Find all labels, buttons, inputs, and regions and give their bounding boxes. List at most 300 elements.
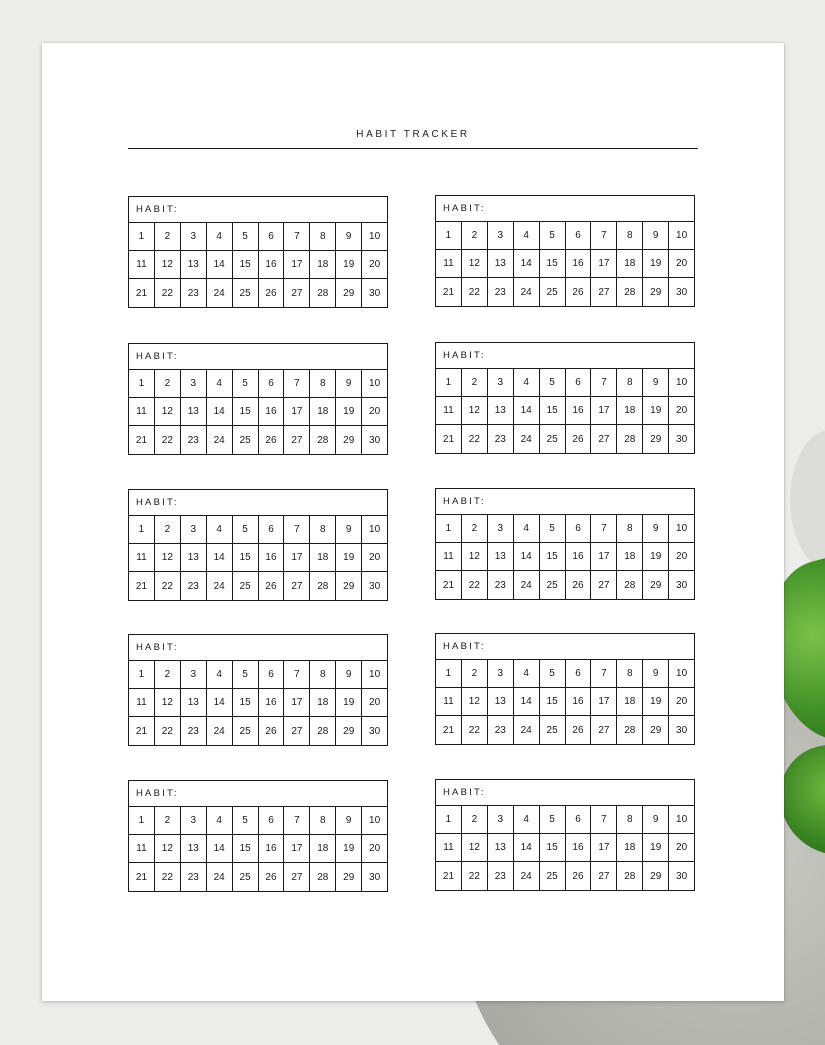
day-cell[interactable]: 24 — [207, 572, 233, 600]
day-cell[interactable]: 22 — [462, 862, 488, 890]
day-cell[interactable]: 21 — [436, 278, 462, 306]
day-cell[interactable]: 1 — [129, 516, 155, 543]
day-cell[interactable]: 20 — [369, 259, 381, 270]
day-cell[interactable]: 17 — [591, 688, 617, 715]
day-cell[interactable]: 19 — [643, 834, 669, 861]
day-cell[interactable]: 5 — [540, 660, 566, 687]
day-cell[interactable]: 14 — [207, 689, 233, 716]
day-cell[interactable]: 27 — [591, 716, 617, 744]
day-cell[interactable]: 12 — [155, 251, 181, 278]
day-cell[interactable]: 20 — [369, 406, 381, 417]
day-cell[interactable]: 19 — [336, 689, 362, 716]
day-cell[interactable]: 29 — [336, 279, 362, 307]
day-cell[interactable]: 10 — [676, 814, 688, 825]
day-cell[interactable]: 9 — [643, 369, 669, 396]
habit-name-field[interactable] — [129, 635, 387, 661]
day-cell[interactable]: 12 — [462, 688, 488, 715]
habit-name-field[interactable] — [129, 197, 387, 223]
day-cell[interactable]: 16 — [259, 689, 285, 716]
day-cell[interactable]: 19 — [336, 251, 362, 278]
day-cell[interactable]: 2 — [462, 369, 488, 396]
day-cell[interactable]: 14 — [514, 543, 540, 570]
day-cell[interactable]: 11 — [436, 834, 462, 861]
day-cell[interactable]: 4 — [514, 806, 540, 833]
day-cell[interactable]: 25 — [540, 278, 566, 306]
day-cell[interactable]: 21 — [436, 571, 462, 599]
day-cell[interactable]: 16 — [566, 250, 592, 277]
day-cell[interactable]: 19 — [643, 397, 669, 424]
habit-name-field[interactable] — [436, 489, 694, 515]
day-cell[interactable]: 10 — [369, 524, 381, 535]
day-cell[interactable]: 2 — [155, 807, 181, 834]
day-cell[interactable]: 10 — [676, 668, 688, 679]
day-cell[interactable]: 15 — [233, 251, 259, 278]
day-cell[interactable]: 7 — [591, 222, 617, 249]
day-cell[interactable]: 26 — [259, 572, 285, 600]
day-cell[interactable]: 14 — [514, 834, 540, 861]
day-cell[interactable]: 15 — [233, 835, 259, 862]
day-cell[interactable]: 6 — [259, 807, 285, 834]
day-cell[interactable]: 24 — [207, 426, 233, 454]
day-cell[interactable]: 6 — [566, 515, 592, 542]
day-cell[interactable]: 7 — [591, 806, 617, 833]
day-cell[interactable]: 9 — [643, 515, 669, 542]
day-cell[interactable]: 1 — [436, 369, 462, 396]
day-cell[interactable]: 24 — [207, 717, 233, 745]
day-cell[interactable]: 24 — [514, 571, 540, 599]
day-cell[interactable]: 20 — [369, 843, 381, 854]
day-cell[interactable]: 8 — [617, 222, 643, 249]
day-cell[interactable]: 3 — [181, 661, 207, 688]
day-cell[interactable]: 6 — [566, 369, 592, 396]
day-cell[interactable]: 3 — [181, 807, 207, 834]
day-cell[interactable]: 3 — [181, 223, 207, 250]
day-cell[interactable]: 2 — [462, 660, 488, 687]
day-cell[interactable]: 15 — [540, 834, 566, 861]
day-cell[interactable]: 28 — [617, 425, 643, 453]
day-cell[interactable]: 12 — [462, 834, 488, 861]
day-cell[interactable]: 17 — [284, 251, 310, 278]
day-cell[interactable]: 27 — [591, 862, 617, 890]
day-cell[interactable]: 19 — [336, 544, 362, 571]
day-cell[interactable]: 16 — [566, 834, 592, 861]
day-cell[interactable]: 6 — [259, 516, 285, 543]
habit-name-field[interactable] — [436, 343, 694, 369]
day-cell[interactable]: 16 — [566, 397, 592, 424]
day-cell[interactable]: 22 — [462, 571, 488, 599]
day-cell[interactable]: 29 — [336, 863, 362, 891]
day-cell[interactable]: 22 — [462, 278, 488, 306]
day-cell[interactable]: 15 — [540, 688, 566, 715]
habit-name-field[interactable] — [436, 196, 694, 222]
day-cell[interactable]: 12 — [155, 544, 181, 571]
day-cell[interactable]: 22 — [462, 425, 488, 453]
day-cell[interactable]: 5 — [540, 222, 566, 249]
day-cell[interactable]: 3 — [181, 370, 207, 397]
day-cell[interactable]: 5 — [540, 369, 566, 396]
habit-name-field[interactable] — [436, 780, 694, 806]
day-cell[interactable]: 5 — [233, 370, 259, 397]
day-cell[interactable]: 28 — [617, 862, 643, 890]
day-cell[interactable]: 25 — [233, 572, 259, 600]
day-cell[interactable]: 6 — [259, 370, 285, 397]
day-cell[interactable]: 9 — [336, 807, 362, 834]
day-cell[interactable]: 7 — [284, 807, 310, 834]
day-cell[interactable]: 15 — [233, 398, 259, 425]
day-cell[interactable]: 28 — [617, 716, 643, 744]
day-cell[interactable]: 17 — [591, 250, 617, 277]
day-cell[interactable]: 24 — [207, 279, 233, 307]
day-cell[interactable]: 9 — [643, 660, 669, 687]
day-cell[interactable]: 23 — [181, 863, 207, 891]
day-cell[interactable]: 17 — [591, 397, 617, 424]
day-cell[interactable]: 25 — [233, 279, 259, 307]
day-cell[interactable]: 11 — [129, 251, 155, 278]
day-cell[interactable]: 17 — [591, 834, 617, 861]
day-cell[interactable]: 4 — [207, 661, 233, 688]
day-cell[interactable]: 24 — [514, 425, 540, 453]
day-cell[interactable]: 15 — [540, 397, 566, 424]
day-cell[interactable]: 3 — [488, 660, 514, 687]
day-cell[interactable]: 15 — [233, 689, 259, 716]
day-cell[interactable]: 8 — [617, 515, 643, 542]
day-cell[interactable]: 27 — [284, 426, 310, 454]
day-cell[interactable]: 25 — [233, 717, 259, 745]
day-cell[interactable]: 8 — [310, 370, 336, 397]
day-cell[interactable]: 10 — [676, 377, 688, 388]
habit-name-field[interactable] — [436, 634, 694, 660]
day-cell[interactable]: 2 — [155, 370, 181, 397]
day-cell[interactable]: 11 — [129, 544, 155, 571]
day-cell[interactable]: 19 — [643, 688, 669, 715]
day-cell[interactable]: 30 — [369, 434, 381, 446]
day-cell[interactable]: 30 — [676, 433, 688, 445]
day-cell[interactable]: 8 — [310, 516, 336, 543]
day-cell[interactable]: 26 — [566, 571, 592, 599]
day-cell[interactable]: 8 — [310, 661, 336, 688]
day-cell[interactable]: 21 — [129, 279, 155, 307]
day-cell[interactable]: 9 — [643, 806, 669, 833]
day-cell[interactable]: 27 — [284, 717, 310, 745]
day-cell[interactable]: 5 — [233, 223, 259, 250]
day-cell[interactable]: 13 — [181, 251, 207, 278]
day-cell[interactable]: 1 — [129, 223, 155, 250]
day-cell[interactable]: 30 — [676, 579, 688, 591]
day-cell[interactable]: 8 — [310, 223, 336, 250]
day-cell[interactable]: 23 — [488, 425, 514, 453]
day-cell[interactable]: 27 — [591, 571, 617, 599]
day-cell[interactable]: 2 — [462, 806, 488, 833]
day-cell[interactable]: 6 — [259, 223, 285, 250]
day-cell[interactable]: 2 — [155, 516, 181, 543]
day-cell[interactable]: 21 — [129, 426, 155, 454]
day-cell[interactable]: 28 — [310, 279, 336, 307]
day-cell[interactable]: 19 — [643, 543, 669, 570]
day-cell[interactable]: 20 — [369, 552, 381, 563]
day-cell[interactable]: 16 — [259, 544, 285, 571]
day-cell[interactable]: 23 — [181, 572, 207, 600]
day-cell[interactable]: 6 — [566, 806, 592, 833]
day-cell[interactable]: 13 — [181, 835, 207, 862]
day-cell[interactable]: 30 — [676, 724, 688, 736]
day-cell[interactable]: 7 — [284, 223, 310, 250]
day-cell[interactable]: 4 — [514, 222, 540, 249]
day-cell[interactable]: 3 — [488, 222, 514, 249]
day-cell[interactable]: 25 — [540, 571, 566, 599]
day-cell[interactable]: 21 — [129, 863, 155, 891]
day-cell[interactable]: 10 — [676, 230, 688, 241]
day-cell[interactable]: 11 — [436, 397, 462, 424]
day-cell[interactable]: 12 — [155, 689, 181, 716]
day-cell[interactable]: 25 — [540, 862, 566, 890]
day-cell[interactable]: 8 — [617, 806, 643, 833]
day-cell[interactable]: 27 — [284, 863, 310, 891]
day-cell[interactable]: 22 — [155, 279, 181, 307]
day-cell[interactable]: 10 — [369, 669, 381, 680]
day-cell[interactable]: 18 — [310, 544, 336, 571]
day-cell[interactable]: 30 — [369, 287, 381, 299]
day-cell[interactable]: 22 — [155, 572, 181, 600]
day-cell[interactable]: 15 — [540, 543, 566, 570]
day-cell[interactable]: 7 — [591, 515, 617, 542]
day-cell[interactable]: 24 — [207, 863, 233, 891]
day-cell[interactable]: 22 — [155, 863, 181, 891]
day-cell[interactable]: 1 — [129, 661, 155, 688]
day-cell[interactable]: 19 — [336, 398, 362, 425]
day-cell[interactable]: 27 — [284, 572, 310, 600]
day-cell[interactable]: 17 — [284, 835, 310, 862]
day-cell[interactable]: 7 — [591, 660, 617, 687]
day-cell[interactable]: 23 — [488, 571, 514, 599]
day-cell[interactable]: 9 — [336, 516, 362, 543]
day-cell[interactable]: 23 — [181, 279, 207, 307]
day-cell[interactable]: 27 — [284, 279, 310, 307]
day-cell[interactable]: 16 — [566, 543, 592, 570]
day-cell[interactable]: 30 — [369, 725, 381, 737]
day-cell[interactable]: 13 — [181, 544, 207, 571]
day-cell[interactable]: 5 — [540, 515, 566, 542]
day-cell[interactable]: 13 — [181, 398, 207, 425]
day-cell[interactable]: 25 — [233, 426, 259, 454]
day-cell[interactable]: 22 — [155, 717, 181, 745]
day-cell[interactable]: 28 — [310, 863, 336, 891]
day-cell[interactable]: 16 — [566, 688, 592, 715]
habit-name-field[interactable] — [129, 781, 387, 807]
day-cell[interactable]: 13 — [181, 689, 207, 716]
day-cell[interactable]: 25 — [233, 863, 259, 891]
day-cell[interactable]: 11 — [436, 250, 462, 277]
day-cell[interactable]: 9 — [336, 370, 362, 397]
day-cell[interactable]: 5 — [233, 661, 259, 688]
day-cell[interactable]: 9 — [336, 223, 362, 250]
day-cell[interactable]: 14 — [207, 251, 233, 278]
day-cell[interactable]: 21 — [436, 425, 462, 453]
day-cell[interactable]: 7 — [284, 661, 310, 688]
day-cell[interactable]: 13 — [488, 834, 514, 861]
day-cell[interactable]: 13 — [488, 250, 514, 277]
day-cell[interactable]: 20 — [676, 258, 688, 269]
day-cell[interactable]: 28 — [310, 426, 336, 454]
day-cell[interactable]: 22 — [462, 716, 488, 744]
day-cell[interactable]: 1 — [436, 660, 462, 687]
day-cell[interactable]: 18 — [310, 835, 336, 862]
day-cell[interactable]: 27 — [591, 278, 617, 306]
day-cell[interactable]: 26 — [259, 863, 285, 891]
day-cell[interactable]: 6 — [566, 660, 592, 687]
day-cell[interactable]: 12 — [462, 543, 488, 570]
day-cell[interactable]: 18 — [310, 251, 336, 278]
day-cell[interactable]: 13 — [488, 543, 514, 570]
day-cell[interactable]: 25 — [540, 716, 566, 744]
day-cell[interactable]: 12 — [155, 835, 181, 862]
day-cell[interactable]: 1 — [436, 515, 462, 542]
day-cell[interactable]: 29 — [643, 716, 669, 744]
habit-name-field[interactable] — [129, 490, 387, 516]
day-cell[interactable]: 13 — [488, 397, 514, 424]
day-cell[interactable]: 4 — [207, 516, 233, 543]
day-cell[interactable]: 1 — [436, 806, 462, 833]
day-cell[interactable]: 4 — [514, 515, 540, 542]
day-cell[interactable]: 18 — [617, 543, 643, 570]
day-cell[interactable]: 11 — [129, 689, 155, 716]
day-cell[interactable]: 26 — [259, 426, 285, 454]
day-cell[interactable]: 6 — [566, 222, 592, 249]
day-cell[interactable]: 21 — [436, 862, 462, 890]
day-cell[interactable]: 26 — [566, 862, 592, 890]
day-cell[interactable]: 16 — [259, 251, 285, 278]
day-cell[interactable]: 5 — [233, 516, 259, 543]
day-cell[interactable]: 26 — [566, 716, 592, 744]
day-cell[interactable]: 23 — [488, 862, 514, 890]
day-cell[interactable]: 14 — [207, 835, 233, 862]
day-cell[interactable]: 7 — [284, 516, 310, 543]
day-cell[interactable]: 21 — [436, 716, 462, 744]
day-cell[interactable]: 14 — [514, 250, 540, 277]
day-cell[interactable]: 10 — [369, 815, 381, 826]
day-cell[interactable]: 1 — [129, 807, 155, 834]
day-cell[interactable]: 18 — [310, 689, 336, 716]
day-cell[interactable]: 14 — [207, 544, 233, 571]
day-cell[interactable]: 30 — [676, 870, 688, 882]
day-cell[interactable]: 18 — [617, 834, 643, 861]
day-cell[interactable]: 15 — [233, 544, 259, 571]
day-cell[interactable]: 2 — [462, 515, 488, 542]
day-cell[interactable]: 2 — [155, 223, 181, 250]
day-cell[interactable]: 18 — [617, 397, 643, 424]
day-cell[interactable]: 7 — [591, 369, 617, 396]
day-cell[interactable]: 25 — [540, 425, 566, 453]
day-cell[interactable]: 4 — [514, 660, 540, 687]
day-cell[interactable]: 5 — [233, 807, 259, 834]
day-cell[interactable]: 8 — [310, 807, 336, 834]
day-cell[interactable]: 28 — [617, 278, 643, 306]
day-cell[interactable]: 8 — [617, 369, 643, 396]
day-cell[interactable]: 10 — [676, 523, 688, 534]
day-cell[interactable]: 4 — [207, 223, 233, 250]
day-cell[interactable]: 3 — [181, 516, 207, 543]
day-cell[interactable]: 30 — [369, 580, 381, 592]
day-cell[interactable]: 26 — [566, 425, 592, 453]
day-cell[interactable]: 24 — [514, 862, 540, 890]
day-cell[interactable]: 29 — [336, 426, 362, 454]
day-cell[interactable]: 26 — [259, 717, 285, 745]
day-cell[interactable]: 13 — [488, 688, 514, 715]
day-cell[interactable]: 20 — [369, 697, 381, 708]
day-cell[interactable]: 23 — [488, 716, 514, 744]
day-cell[interactable]: 21 — [129, 572, 155, 600]
day-cell[interactable]: 26 — [259, 279, 285, 307]
day-cell[interactable]: 29 — [643, 862, 669, 890]
day-cell[interactable]: 20 — [676, 842, 688, 853]
day-cell[interactable]: 16 — [259, 398, 285, 425]
day-cell[interactable]: 20 — [676, 405, 688, 416]
day-cell[interactable]: 17 — [284, 398, 310, 425]
day-cell[interactable]: 19 — [336, 835, 362, 862]
day-cell[interactable]: 2 — [462, 222, 488, 249]
day-cell[interactable]: 3 — [488, 515, 514, 542]
day-cell[interactable]: 6 — [259, 661, 285, 688]
day-cell[interactable]: 21 — [129, 717, 155, 745]
day-cell[interactable]: 24 — [514, 716, 540, 744]
day-cell[interactable]: 30 — [676, 286, 688, 298]
day-cell[interactable]: 11 — [436, 543, 462, 570]
day-cell[interactable]: 12 — [155, 398, 181, 425]
day-cell[interactable]: 28 — [310, 717, 336, 745]
day-cell[interactable]: 18 — [617, 250, 643, 277]
day-cell[interactable]: 10 — [369, 231, 381, 242]
day-cell[interactable]: 27 — [591, 425, 617, 453]
day-cell[interactable]: 8 — [617, 660, 643, 687]
day-cell[interactable]: 9 — [336, 661, 362, 688]
day-cell[interactable]: 7 — [284, 370, 310, 397]
day-cell[interactable]: 11 — [129, 835, 155, 862]
day-cell[interactable]: 29 — [643, 571, 669, 599]
day-cell[interactable]: 30 — [369, 871, 381, 883]
day-cell[interactable]: 12 — [462, 397, 488, 424]
day-cell[interactable]: 17 — [284, 689, 310, 716]
day-cell[interactable]: 4 — [207, 370, 233, 397]
day-cell[interactable]: 20 — [676, 696, 688, 707]
day-cell[interactable]: 28 — [617, 571, 643, 599]
day-cell[interactable]: 15 — [540, 250, 566, 277]
day-cell[interactable]: 14 — [207, 398, 233, 425]
day-cell[interactable]: 22 — [155, 426, 181, 454]
day-cell[interactable]: 14 — [514, 397, 540, 424]
day-cell[interactable]: 29 — [336, 717, 362, 745]
day-cell[interactable]: 4 — [514, 369, 540, 396]
day-cell[interactable]: 5 — [540, 806, 566, 833]
day-cell[interactable]: 3 — [488, 806, 514, 833]
day-cell[interactable]: 16 — [259, 835, 285, 862]
day-cell[interactable]: 19 — [643, 250, 669, 277]
day-cell[interactable]: 18 — [617, 688, 643, 715]
day-cell[interactable]: 12 — [462, 250, 488, 277]
day-cell[interactable]: 11 — [129, 398, 155, 425]
day-cell[interactable]: 23 — [181, 717, 207, 745]
day-cell[interactable]: 1 — [129, 370, 155, 397]
day-cell[interactable]: 29 — [643, 425, 669, 453]
day-cell[interactable]: 28 — [310, 572, 336, 600]
day-cell[interactable]: 29 — [643, 278, 669, 306]
day-cell[interactable]: 9 — [643, 222, 669, 249]
day-cell[interactable]: 17 — [284, 544, 310, 571]
day-cell[interactable]: 17 — [591, 543, 617, 570]
day-cell[interactable]: 2 — [155, 661, 181, 688]
habit-name-field[interactable] — [129, 344, 387, 370]
day-cell[interactable]: 26 — [566, 278, 592, 306]
day-cell[interactable]: 18 — [310, 398, 336, 425]
day-cell[interactable]: 24 — [514, 278, 540, 306]
